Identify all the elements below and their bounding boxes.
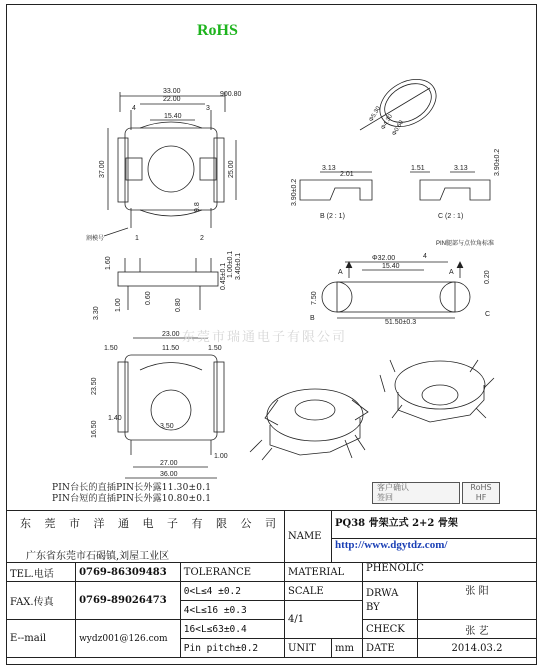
scale-label: SCALE bbox=[284, 582, 362, 601]
stamp-line-1: 客户确认 bbox=[377, 483, 409, 492]
top-view bbox=[86, 88, 242, 242]
dim-top-inner: 22.00 bbox=[163, 96, 181, 103]
detail-c-label: C (2 : 1) bbox=[438, 213, 464, 220]
dim-bottom-d: 1.50 bbox=[208, 345, 222, 352]
pin-note-short: PIN台短的直插PIN长外露10.80±0.1 bbox=[52, 494, 212, 504]
dim-section-width: 51.50±0.3 bbox=[385, 319, 417, 326]
dim-bottom-g: 3.50 bbox=[160, 423, 174, 430]
check-value: 张 艺 bbox=[417, 620, 536, 639]
bottom-view bbox=[91, 331, 228, 478]
dim-section-dia: Φ32.00 bbox=[372, 255, 396, 262]
pin-label-1: 1 bbox=[135, 235, 139, 242]
section-label-c: C bbox=[485, 311, 491, 318]
dim-side-d: 3.30 bbox=[93, 306, 100, 320]
url-cell bbox=[331, 538, 536, 562]
company-address: 广东省东莞市石碣镇,刘屋工业区 bbox=[26, 551, 170, 562]
name-label: NAME bbox=[284, 511, 331, 563]
dim-section-gap: 0.20 bbox=[484, 270, 491, 284]
dim-top-height: 37.00 bbox=[99, 160, 106, 178]
company-name: 东 莞 市 洋 通 电 子 有 限 公 司 bbox=[20, 517, 281, 530]
section-label-b: B bbox=[310, 315, 315, 322]
dim-b-b: 2.01 bbox=[340, 171, 354, 178]
dim-b-a: 3.13 bbox=[322, 165, 336, 172]
detail-b-label: B (2 : 1) bbox=[320, 213, 345, 220]
drawn-by-value: 张 阳 bbox=[417, 582, 536, 620]
dim-bottom-i: 27.00 bbox=[160, 460, 178, 467]
company-cell bbox=[7, 511, 285, 563]
scale-value: 4/1 bbox=[284, 601, 362, 639]
dim-top-inner-height: 25.00 bbox=[228, 160, 235, 178]
dim-side-h: 1.00±0.1 bbox=[227, 250, 234, 278]
dim-b-height: 3.90±0.2 bbox=[291, 178, 298, 206]
watermark: 东莞市瑞通电子有限公司 bbox=[182, 330, 348, 345]
dim-side-c: 0.60 bbox=[145, 291, 152, 305]
material-label: MATERIAL bbox=[284, 563, 362, 582]
dim-bottom-f: 16.50 bbox=[91, 420, 98, 438]
dim-c-height: 3.90±0.2 bbox=[494, 148, 501, 176]
unit-value: mm bbox=[331, 639, 362, 658]
check-label: CHECK bbox=[362, 620, 417, 639]
detail-c-view bbox=[410, 149, 501, 220]
date-label: DATE bbox=[362, 639, 417, 658]
dim-ring-wire: Φ0.60 bbox=[391, 119, 405, 137]
dim-top-slot: 9.8 bbox=[194, 202, 201, 212]
section-note: PIN腿部与点位角标准 bbox=[436, 241, 495, 247]
dim-c-b: 3.13 bbox=[454, 165, 468, 172]
dim-top-pitch: 900.80 bbox=[220, 91, 242, 98]
rohs-label: RoHS bbox=[197, 22, 238, 39]
isometric-view-right bbox=[380, 360, 494, 422]
isometric-view-left bbox=[250, 389, 368, 460]
tolerance-row-4: Pin pitch±0.2 bbox=[180, 639, 284, 658]
email-label: E--mail bbox=[7, 620, 76, 658]
side-view bbox=[93, 251, 242, 320]
dim-top-width: 33.00 bbox=[163, 88, 181, 95]
dim-c-a: 1.51 bbox=[411, 165, 425, 172]
dim-side-b: 0.45±0.1 bbox=[220, 262, 227, 290]
ring-view bbox=[360, 70, 444, 137]
stamp-hf: HF bbox=[475, 493, 487, 502]
tel-label: TEL.电话 bbox=[7, 563, 76, 582]
tolerance-label: TOLERANCE bbox=[180, 563, 284, 582]
dim-bottom-h: 1.40 bbox=[108, 415, 122, 422]
dim-section-height: 7.50 bbox=[311, 291, 318, 305]
section-view bbox=[310, 239, 494, 326]
drawn-by-label: DRWA BY bbox=[362, 582, 417, 620]
dim-ring-outer: Φ5.30 bbox=[368, 105, 382, 123]
section-label-a-left: A bbox=[338, 269, 343, 276]
section-label-a-right: A bbox=[449, 269, 454, 276]
tolerance-row-2: 4<L≤16 ±0.3 bbox=[180, 601, 284, 620]
dim-bottom-e: 23.50 bbox=[91, 377, 98, 395]
rohs-hf-stamp bbox=[462, 482, 500, 504]
tel-value: 0769-86309483 bbox=[76, 563, 181, 582]
stamp-line-2: 签回 bbox=[377, 493, 393, 502]
pin-label-4: 4 bbox=[132, 105, 136, 112]
dim-side-a: 1.60 bbox=[105, 256, 112, 270]
mold-number-label: 割模号 bbox=[86, 236, 105, 242]
dim-section-pin: 4 bbox=[423, 253, 427, 260]
stamp-rohs: RoHS bbox=[470, 483, 492, 492]
dim-top-core: 15.40 bbox=[164, 113, 182, 120]
dim-bottom-b: 1.50 bbox=[104, 345, 118, 352]
part-name: PQ38 骨架立式 2+2 骨架 bbox=[331, 511, 536, 539]
customer-confirm-stamp bbox=[372, 482, 460, 504]
pin-note-long: PIN台长的直插PIN长外露11.30±0.1 bbox=[52, 483, 212, 493]
date-value: 2014.03.2 bbox=[417, 639, 536, 658]
dim-bottom-c: 11.50 bbox=[162, 345, 179, 352]
unit-label: UNIT bbox=[284, 639, 331, 658]
fax-value: 0769-89026473 bbox=[76, 582, 181, 620]
dim-bottom-k: 1.00 bbox=[214, 453, 228, 460]
company-url[interactable]: http://www.dgytdz.com/ bbox=[334, 538, 448, 551]
email-value: wydz001@126.com bbox=[76, 620, 181, 658]
detail-b-view bbox=[291, 165, 372, 220]
material-value: PHENOLIC bbox=[362, 563, 536, 582]
dim-section-core: 15.40 bbox=[382, 263, 400, 270]
dim-ring-inner: Φ4.30 bbox=[380, 113, 394, 131]
dim-side-f: 0.80 bbox=[175, 298, 182, 312]
tolerance-row-1: 0<L≤4 ±0.2 bbox=[180, 582, 284, 601]
title-block bbox=[6, 510, 537, 658]
dim-bottom-j: 36.00 bbox=[160, 471, 178, 478]
dim-side-e: 1.00 bbox=[115, 298, 122, 312]
fax-label: FAX.传真 bbox=[7, 582, 76, 620]
dim-bottom-a: 23.00 bbox=[162, 331, 180, 338]
tolerance-row-3: 16<L≤63±0.4 bbox=[180, 620, 284, 639]
pin-label-2: 2 bbox=[200, 235, 204, 242]
dim-side-g: 3.40±0.1 bbox=[235, 252, 242, 280]
pin-label-3: 3 bbox=[206, 105, 210, 112]
